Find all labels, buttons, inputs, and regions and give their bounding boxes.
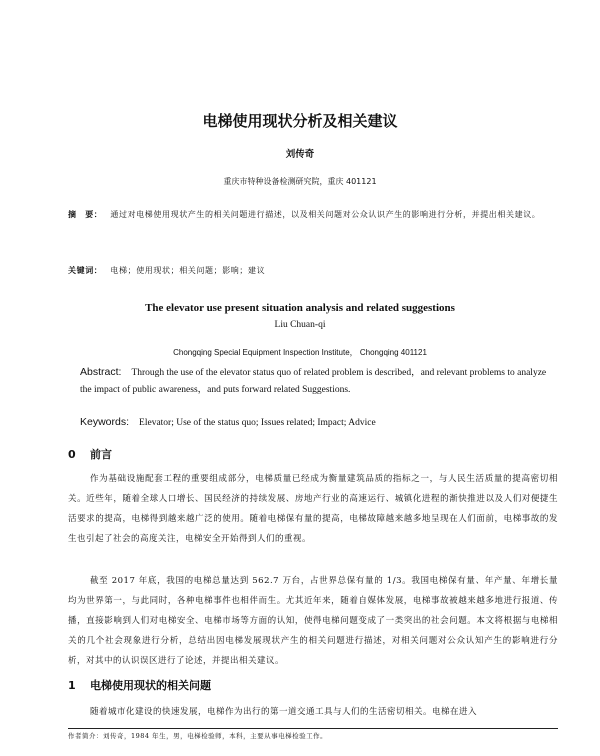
keywords-text-en: Elevator; Use of the status quo; Issues related; Impact; Advice bbox=[139, 418, 376, 428]
author-footnote: 作者简介：刘传奇，1984 年生，男，电梯检验师，本科，主要从事电梯检验工作。 bbox=[68, 732, 328, 740]
author-name-en: Liu Chuan-qi bbox=[274, 320, 326, 330]
abstract-label-cn: 摘 要： bbox=[68, 210, 103, 219]
abstract-cn bbox=[68, 206, 558, 223]
section-title-1: 电梯使用现状的相关问题 bbox=[90, 679, 211, 692]
paper-title-cn: 电梯使用现状分析及相关建议 bbox=[202, 112, 398, 130]
affiliation-en: Chongqing Special Equipment Inspection Institute， Chongqing 401121 bbox=[173, 348, 427, 357]
footnote-divider bbox=[68, 728, 558, 729]
keywords-label-cn: 关键词： bbox=[68, 266, 103, 275]
section-title-0: 前言 bbox=[90, 448, 112, 461]
body-paragraph: 截至 2017 年底，我国的电梯总量达到 562.7 万台，占世界总保有量的 1/3。我国电梯保有量、年产量、年增长量均为世界第一，与此同时，各种电梯事件也相伴而生。尤其近年来，随着自媒体发展，电梯事故被越来越多地进行报道、传播，直接影响到人们对电梯安全、电梯市场等方面的认知，使得电梯问题变成了一类突出的社会问题。本文将根据与电梯相关的几个社会现象进行分析，总结出因电梯发展现状产生的相关问题进行描述，对相关问题对公众认知产生的影响进行分析，对其中的认识误区进行了论述，并提出相关建议。 bbox=[68, 576, 558, 666]
body-paragraph: 作为基础设施配套工程的重要组成部分，电梯质量已经成为衡量建筑品质的指标之一，与人民生活质量的提高密切相关。近些年，随着全球人口增长、国民经济的持续发展、房地产行业的高速运行、城镇化进程的渐快推进以及人们对便捷生活要求的提高，电梯得到越来越广泛的使用。随着电梯保有量的提高，电梯故障越来越多地呈现在人们面前，电梯事故的发生也引起了社会的高度关注，电梯安全开始得到人们的重视。 bbox=[68, 474, 558, 544]
section-heading-0 bbox=[68, 446, 112, 462]
abstract-text-cn: 通过对电梯使用现状产生的相关问题进行描述，以及相关问题对公众认识产生的影响进行分析，并提出相关建议。 bbox=[110, 210, 541, 219]
keywords-en bbox=[80, 414, 558, 432]
section-number-0: 0 bbox=[68, 448, 76, 461]
body-paragraph: 随着城市化建设的快速发展，电梯作为出行的第一道交通工具与人们的生活密切相关。电梯在进入 bbox=[90, 707, 478, 717]
section-heading-1 bbox=[68, 677, 211, 693]
paper-title-en: The elevator use present situation analysis and related suggestions bbox=[145, 302, 455, 314]
abstract-text-en: Through the use of the elevator status quo of related problem is described，and relevant problems to analyze the impact of public awareness，and puts forward related Suggestions. bbox=[80, 368, 547, 395]
keywords-label-en: Keywords: bbox=[80, 416, 130, 428]
abstract-en bbox=[80, 364, 558, 399]
affiliation-cn: 重庆市特种设备检测研究院，重庆 401121 bbox=[223, 177, 377, 186]
keywords-text-cn: 电梯；使用现状；相关问题；影响；建议 bbox=[110, 266, 266, 275]
keywords-cn bbox=[68, 262, 558, 279]
section-number-1: 1 bbox=[68, 679, 76, 692]
abstract-label-en: Abstract: bbox=[80, 366, 122, 378]
author-name-cn: 刘传奇 bbox=[285, 149, 315, 160]
